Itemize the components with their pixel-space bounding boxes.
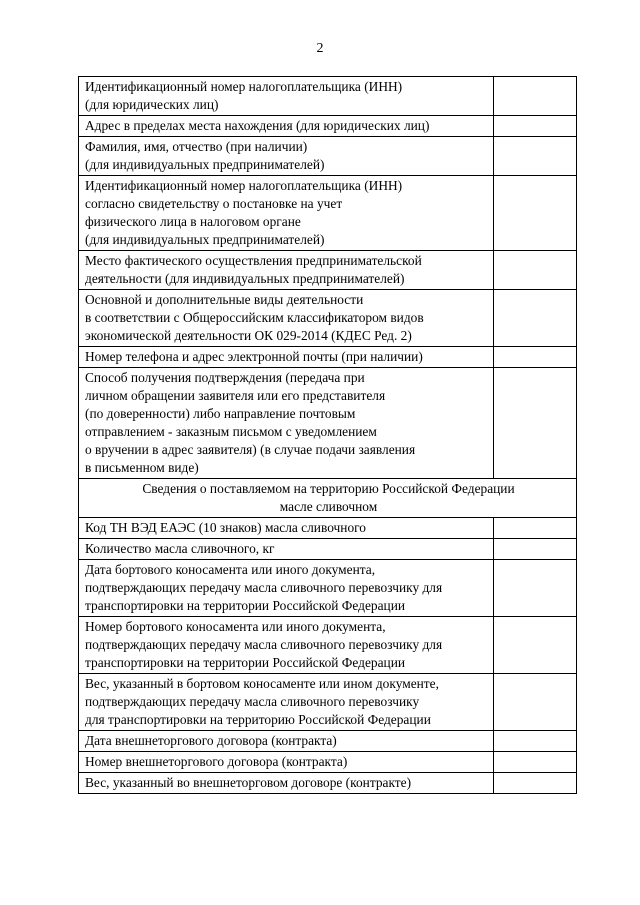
field-label-line: (для юридических лиц) — [85, 97, 219, 112]
field-value-cell[interactable] — [494, 77, 577, 116]
field-label-line: Количество масла сливочного, кг — [85, 541, 275, 556]
field-value-cell[interactable] — [494, 518, 577, 539]
field-value-cell[interactable] — [494, 617, 577, 674]
field-label-line: подтверждающих передачу масла сливочного перевозчику для — [85, 580, 443, 595]
field-value-cell[interactable] — [494, 560, 577, 617]
field-label — [79, 518, 494, 539]
field-value-cell[interactable] — [494, 368, 577, 479]
field-label-line: Идентификационный номер налогоплательщика (ИНН) — [85, 79, 403, 94]
page-number: 2 — [316, 41, 324, 56]
field-label-line: Адрес в пределах места нахождения (для юридических лиц) — [85, 118, 430, 133]
field-label-line: Код ТН ВЭД ЕАЭС (10 знаков) масла сливочного — [85, 520, 367, 535]
form-row — [79, 347, 577, 368]
form-row — [79, 290, 577, 347]
form-row — [79, 368, 577, 479]
field-label — [79, 752, 494, 773]
field-label — [79, 176, 494, 251]
form-row — [79, 176, 577, 251]
field-label-line: отправлением - заказным письмом с уведомлением — [85, 424, 377, 439]
field-value-cell[interactable] — [494, 539, 577, 560]
field-label-line: подтверждающих передачу масла сливочного перевозчику — [85, 694, 420, 709]
field-value-cell[interactable] — [494, 116, 577, 137]
form-row — [79, 116, 577, 137]
section-header-line: масле сливочном — [279, 499, 378, 514]
field-value-cell[interactable] — [494, 176, 577, 251]
field-value-cell[interactable] — [494, 752, 577, 773]
field-label-line: Номер телефона и адрес электронной почты (при наличии) — [85, 349, 423, 364]
field-label-line: согласно свидетельству о постановке на учет — [85, 196, 343, 211]
field-label-line: Дата внешнеторгового договора (контракта) — [85, 733, 337, 748]
field-label-line: транспортировки на территории Российской Федерации — [85, 598, 406, 613]
field-value-cell[interactable] — [494, 731, 577, 752]
form-row — [79, 752, 577, 773]
form-table — [78, 76, 577, 794]
field-label — [79, 77, 494, 116]
form-row — [79, 251, 577, 290]
field-label-line: Вес, указанный во внешнеторговом договоре (контракте) — [85, 775, 412, 790]
field-label — [79, 251, 494, 290]
field-label — [79, 617, 494, 674]
form-row — [79, 137, 577, 176]
field-label-line: для транспортировки на территорию Российской Федерации — [85, 712, 431, 727]
field-value-cell[interactable] — [494, 674, 577, 731]
field-label — [79, 539, 494, 560]
form-row — [79, 560, 577, 617]
field-label-line: Номер внешнеторгового договора (контракта) — [85, 754, 348, 769]
field-label-line: Номер бортового коносамента или иного документа, — [85, 619, 386, 634]
form-row — [79, 617, 577, 674]
field-label-line: подтверждающих передачу масла сливочного перевозчику для — [85, 637, 443, 652]
field-label-line: физического лица в налоговом органе — [85, 214, 301, 229]
form-row — [79, 77, 577, 116]
field-label — [79, 674, 494, 731]
section-header-line: Сведения о поставляемом на территорию Российской Федерации — [142, 481, 515, 496]
form-row — [79, 518, 577, 539]
field-label-line: в письменном виде) — [85, 460, 199, 475]
section-header-row — [79, 479, 577, 518]
field-label — [79, 560, 494, 617]
field-value-cell[interactable] — [494, 251, 577, 290]
section-header — [79, 479, 577, 518]
field-label — [79, 368, 494, 479]
field-value-cell[interactable] — [494, 347, 577, 368]
field-label-line: Способ получения подтверждения (передача при — [85, 370, 365, 385]
field-label — [79, 347, 494, 368]
form-row — [79, 674, 577, 731]
field-label-line: Фамилия, имя, отчество (при наличии) — [85, 139, 308, 154]
field-label-line: личном обращении заявителя или его представителя — [85, 388, 386, 403]
form-row — [79, 731, 577, 752]
field-label-line: экономической деятельности ОК 029-2014 (КДЕС Ред. 2) — [85, 328, 412, 343]
field-label-line: (по доверенности) либо направление почтовым — [85, 406, 356, 421]
field-label-line: деятельности (для индивидуальных предпринимателей) — [85, 271, 405, 286]
field-label-line: Идентификационный номер налогоплательщика (ИНН) — [85, 178, 403, 193]
field-label-line: Дата бортового коносамента или иного документа, — [85, 562, 376, 577]
field-label-line: Место фактического осуществления предпринимательской — [85, 253, 422, 268]
field-label — [79, 137, 494, 176]
field-label-line: (для индивидуальных предпринимателей) — [85, 157, 325, 172]
field-value-cell[interactable] — [494, 773, 577, 794]
field-value-cell[interactable] — [494, 137, 577, 176]
field-label-line: о вручении в адрес заявителя) (в случае подачи заявления — [85, 442, 416, 457]
field-label — [79, 116, 494, 137]
form-row — [79, 773, 577, 794]
field-label — [79, 731, 494, 752]
field-label-line: (для индивидуальных предпринимателей) — [85, 232, 325, 247]
field-label — [79, 773, 494, 794]
field-label-line: транспортировки на территории Российской Федерации — [85, 655, 406, 670]
field-label-line: Вес, указанный в бортовом коносаменте или ином документе, — [85, 676, 439, 691]
form-row — [79, 539, 577, 560]
field-label-line: Основной и дополнительные виды деятельности — [85, 292, 364, 307]
field-label-line: в соответствии с Общероссийским классификатором видов — [85, 310, 424, 325]
field-value-cell[interactable] — [494, 290, 577, 347]
field-label — [79, 290, 494, 347]
form-table-body — [79, 77, 577, 794]
